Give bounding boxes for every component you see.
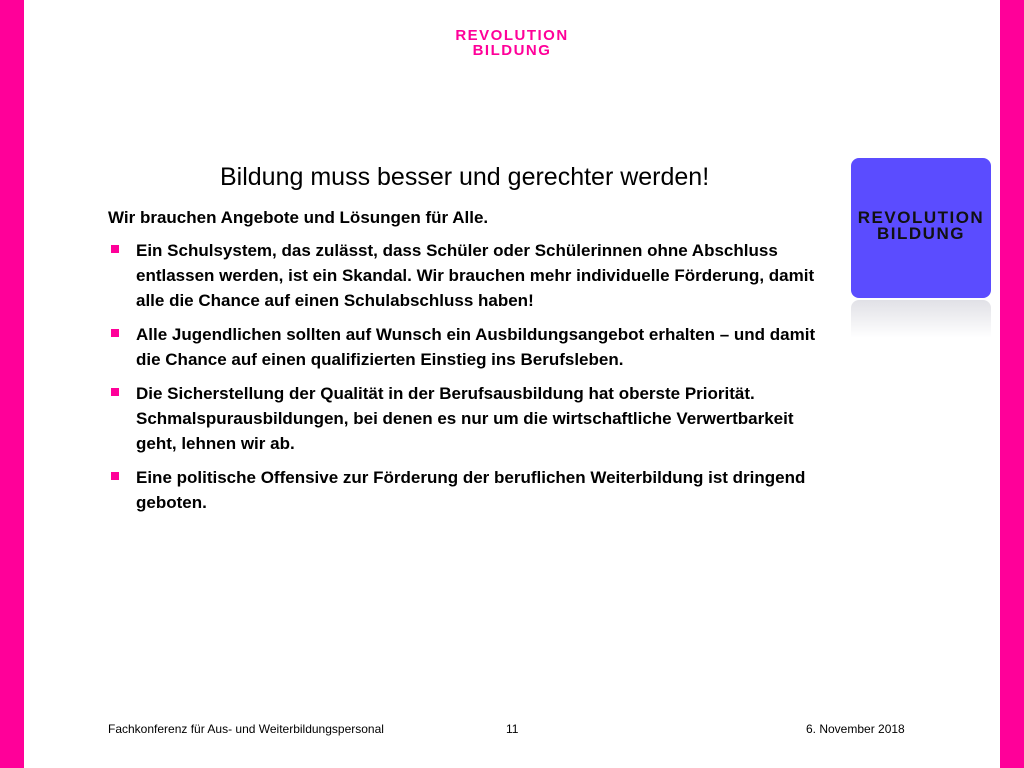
card-logo-line2: BILDUNG	[877, 224, 965, 243]
list-item	[108, 381, 838, 456]
right-accent-bar	[1000, 0, 1024, 768]
square-bullet-icon	[111, 472, 119, 480]
top-logo	[452, 28, 572, 58]
footer-event: Fachkonferenz für Aus- und Weiterbildungspersonal	[108, 722, 384, 736]
intro-text: Wir brauchen Angebote und Lösungen für Alle.	[108, 208, 489, 227]
logo-card-reflection	[851, 300, 991, 338]
bullet-text: Die Sicherstellung der Qualität in der Berufsausbildung hat oberste Priorität. Schmalspurausbildungen, bei denen es nur um die wirtschaftliche Verwertbarkeit geht, lehnen wir ab.	[136, 384, 794, 453]
list-item	[108, 465, 838, 515]
logo-card	[851, 158, 991, 298]
card-logo-line1: REVOLUTION	[857, 208, 985, 227]
bullet-list	[108, 238, 838, 515]
footer-date: 6. November 2018	[806, 722, 905, 736]
square-bullet-icon	[111, 388, 119, 396]
footer-page-number: 11	[506, 722, 519, 736]
bullet-text: Ein Schulsystem, das zulässt, dass Schüler oder Schülerinnen ohne Abschluss entlassen werden, ist ein Skandal. Wir brauchen mehr individuelle Förderung, damit alle die Chance auf einen Schulabschluss haben!	[136, 241, 815, 310]
bullet-text: Eine politische Offensive zur Förderung der beruflichen Weiterbildung ist dringend geboten.	[136, 468, 806, 512]
slide-content	[108, 205, 838, 524]
slide-title: Bildung muss besser und gerechter werden!	[220, 162, 710, 191]
square-bullet-icon	[111, 245, 119, 253]
list-item	[108, 322, 838, 372]
card-logo	[851, 210, 991, 242]
top-logo-line1: REVOLUTION	[455, 27, 569, 44]
bullet-text: Alle Jugendlichen sollten auf Wunsch ein Ausbildungsangebot erhalten – und damit die Chance auf einen qualifizierten Einstieg ins Berufsleben.	[136, 325, 816, 369]
list-item	[108, 238, 838, 313]
top-logo-line2: BILDUNG	[472, 42, 552, 59]
square-bullet-icon	[111, 329, 119, 337]
left-accent-bar	[0, 0, 24, 768]
